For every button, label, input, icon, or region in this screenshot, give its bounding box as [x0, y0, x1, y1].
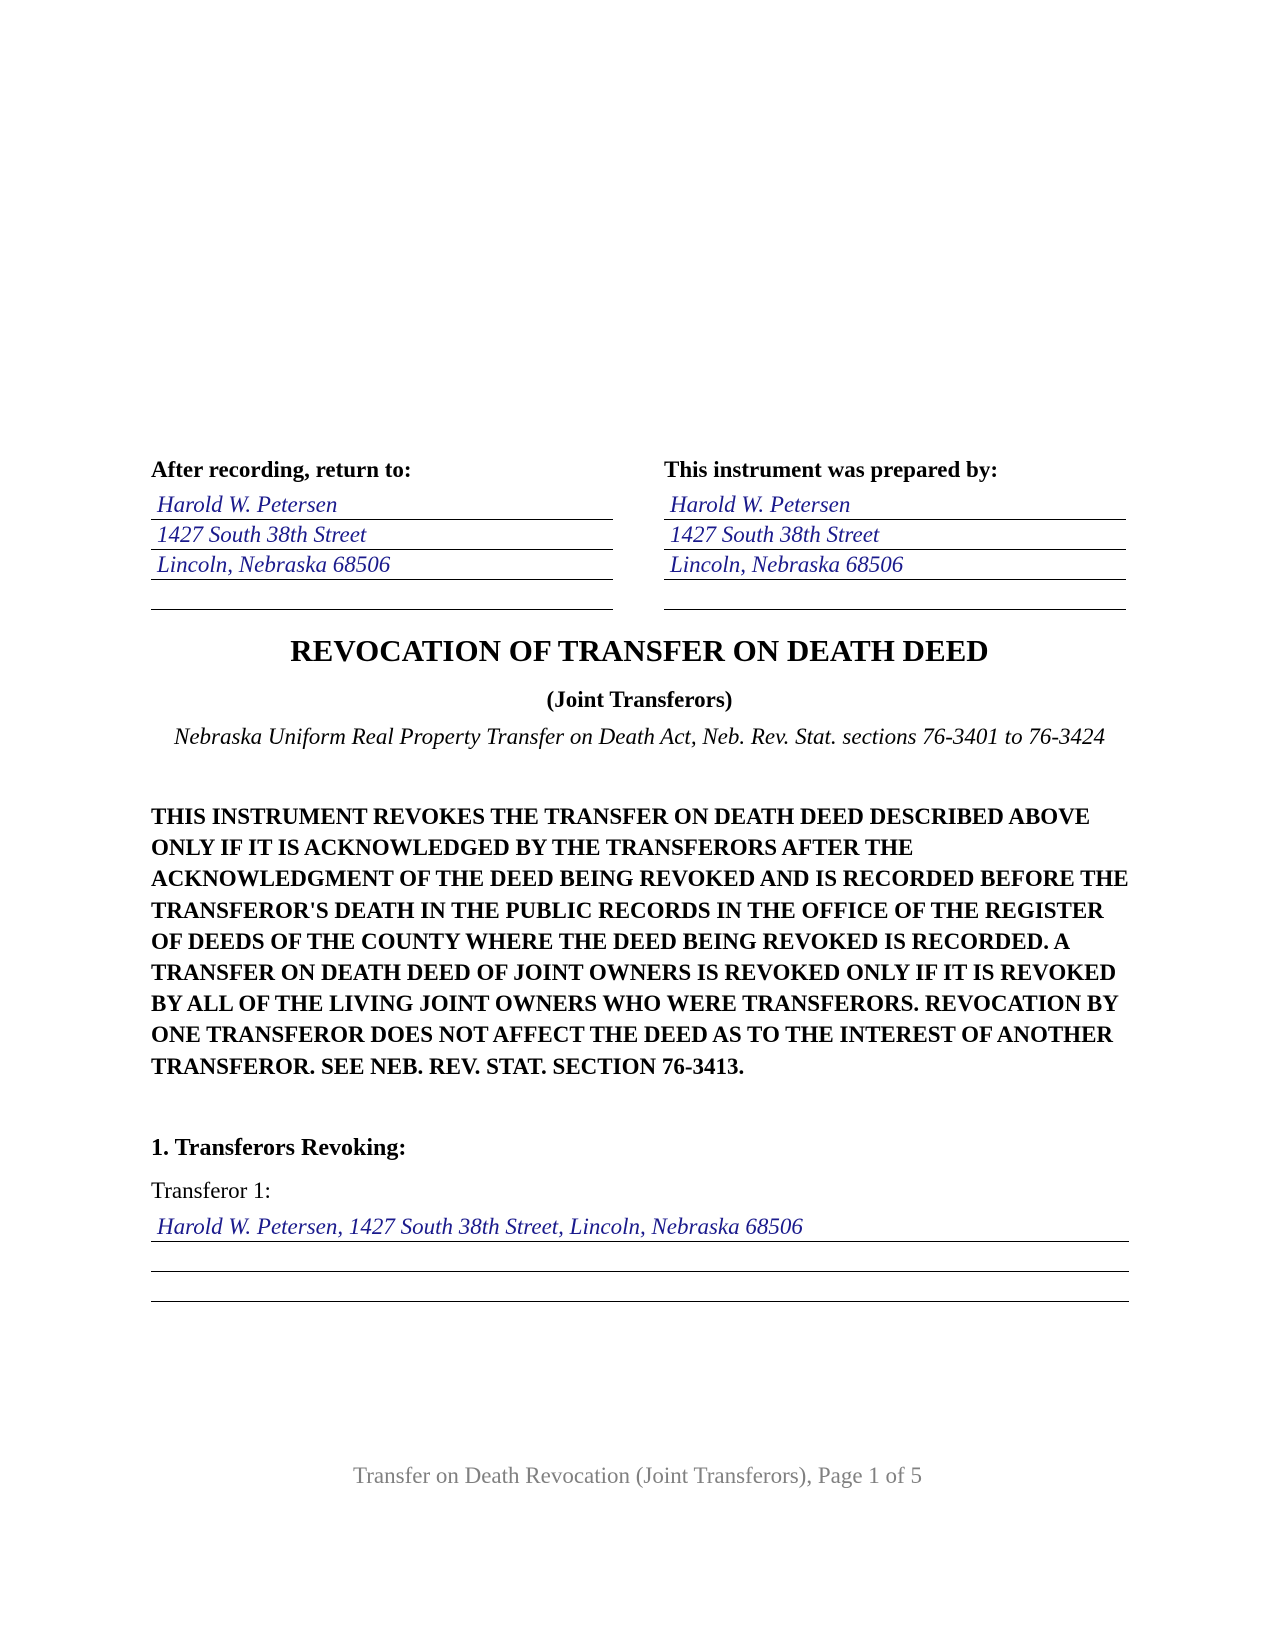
transferor-1-field[interactable]: Harold W. Petersen, 1427 South 38th Street, Lincoln, Nebraska 68506 — [151, 1212, 1129, 1242]
prepared-by-heading: This instrument was prepared by: — [664, 457, 998, 482]
transferor-1-block — [151, 1212, 1129, 1302]
section-transferors-heading: 1. Transferors Revoking: — [151, 1135, 407, 1161]
prepared-by-city-field[interactable]: Lincoln, Nebraska 68506 — [664, 550, 1126, 580]
return-to-block — [151, 455, 613, 610]
revocation-notice: THIS INSTRUMENT REVOKES THE TRANSFER ON DEATH DEED DESCRIBED ABOVE ONLY IF IT IS ACKNOWLEDGED BY THE TRANSFERORS AFTER THE ACKNOWLEDGMENT OF THE DEED BEING REVOKED AND IS RECORDED BEFORE THE TRANSFEROR'S DEATH IN THE PUBLIC RECORDS IN THE OFFICE OF THE REGISTER OF DEEDS OF THE COUNTY WHERE THE DEED BEING REVOKED IS RECORDED. A TRANSFER ON DEATH DEED OF JOINT OWNERS IS REVOKED ONLY IF IT IS REVOKED BY ALL OF THE LIVING JOINT OWNERS WHO WERE TRANSFERORS. REVOCATION BY ONE TRANSFEROR DOES NOT AFFECT THE DEED AS TO THE INTEREST OF ANOTHER TRANSFEROR. SEE NEB. REV. STAT. SECTION 76-3413. — [151, 804, 1129, 1079]
prepared-by-block — [664, 455, 1126, 610]
statute-reference: Nebraska Uniform Real Property Transfer on Death Act, Neb. Rev. Stat. sections 76-3401 to 76-3424 — [174, 724, 1105, 749]
return-to-name-field[interactable]: Harold W. Petersen — [151, 490, 613, 520]
return-to-extra-field[interactable] — [151, 580, 613, 610]
return-to-street-field[interactable]: 1427 South 38th Street — [151, 520, 613, 550]
document-subtitle: (Joint Transferors) — [546, 687, 733, 712]
transferor-1-extra-field-2[interactable] — [151, 1272, 1129, 1302]
prepared-by-extra-field[interactable] — [664, 580, 1126, 610]
page-footer: Transfer on Death Revocation (Joint Transferors), Page 1 of 5 — [353, 1463, 922, 1488]
transferor-1-extra-field[interactable] — [151, 1242, 1129, 1272]
transferor-1-label: Transferor 1: — [151, 1178, 271, 1203]
return-to-heading: After recording, return to: — [151, 457, 412, 482]
prepared-by-name-field[interactable]: Harold W. Petersen — [664, 490, 1126, 520]
return-to-city-field[interactable]: Lincoln, Nebraska 68506 — [151, 550, 613, 580]
document-title: REVOCATION OF TRANSFER ON DEATH DEED — [290, 633, 989, 668]
prepared-by-street-field[interactable]: 1427 South 38th Street — [664, 520, 1126, 550]
